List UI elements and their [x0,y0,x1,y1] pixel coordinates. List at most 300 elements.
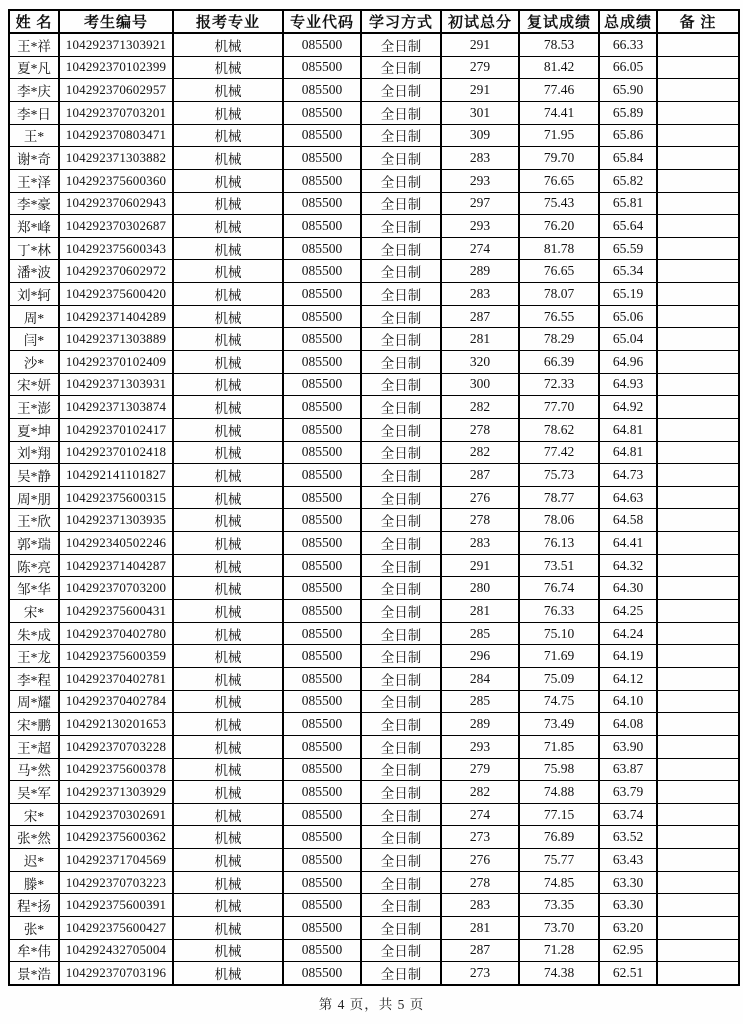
cell-name: 张*然 [9,826,59,849]
cell-id: 104292375600359 [59,645,173,668]
cell-mode: 全日制 [361,79,441,102]
cell-mode: 全日制 [361,758,441,781]
cell-name: 邹*华 [9,577,59,600]
cell-note [657,305,739,328]
cell-major: 机械 [173,803,283,826]
cell-initial: 289 [441,260,519,283]
cell-code: 085500 [283,396,361,419]
cell-id: 104292340502246 [59,532,173,555]
cell-code: 085500 [283,124,361,147]
cell-retest: 75.10 [519,622,599,645]
cell-initial: 291 [441,554,519,577]
cell-code: 085500 [283,871,361,894]
col-header-initial-score: 初试总分 [441,10,519,33]
cell-mode: 全日制 [361,486,441,509]
table-row [9,735,739,758]
cell-mode: 全日制 [361,396,441,419]
cell-code: 085500 [283,917,361,940]
cell-name: 牟*伟 [9,939,59,962]
cell-code: 085500 [283,283,361,306]
cell-initial: 283 [441,894,519,917]
cell-total: 64.08 [599,713,657,736]
cell-id: 104292141101827 [59,464,173,487]
table-row [9,849,739,872]
cell-initial: 282 [441,781,519,804]
cell-major: 机械 [173,758,283,781]
cell-initial: 278 [441,871,519,894]
cell-note [657,735,739,758]
table-row [9,124,739,147]
cell-name: 丁*林 [9,237,59,260]
cell-name: 郭*瑞 [9,532,59,555]
table-row [9,781,739,804]
cell-code: 085500 [283,56,361,79]
cell-note [657,101,739,124]
cell-retest: 76.89 [519,826,599,849]
table-row [9,305,739,328]
cell-retest: 73.70 [519,917,599,940]
cell-initial: 283 [441,532,519,555]
cell-total: 65.34 [599,260,657,283]
table-row [9,192,739,215]
cell-mode: 全日制 [361,418,441,441]
col-header-major-code: 专业代码 [283,10,361,33]
cell-mode: 全日制 [361,192,441,215]
cell-note [657,237,739,260]
cell-note [657,33,739,56]
cell-id: 104292370102417 [59,418,173,441]
cell-total: 64.63 [599,486,657,509]
cell-mode: 全日制 [361,735,441,758]
cell-major: 机械 [173,871,283,894]
cell-note [657,328,739,351]
cell-mode: 全日制 [361,917,441,940]
cell-major: 机械 [173,849,283,872]
cell-major: 机械 [173,735,283,758]
cell-mode: 全日制 [361,169,441,192]
cell-code: 085500 [283,79,361,102]
cell-retest: 66.39 [519,351,599,374]
cell-total: 65.19 [599,283,657,306]
cell-name: 张* [9,917,59,940]
cell-code: 085500 [283,667,361,690]
cell-retest: 78.07 [519,283,599,306]
cell-id: 104292371303931 [59,373,173,396]
cell-name: 宋*妍 [9,373,59,396]
cell-initial: 293 [441,215,519,238]
cell-total: 64.41 [599,532,657,555]
table-row [9,894,739,917]
cell-code: 085500 [283,713,361,736]
cell-retest: 75.77 [519,849,599,872]
cell-retest: 71.69 [519,645,599,668]
cell-retest: 81.78 [519,237,599,260]
cell-retest: 75.09 [519,667,599,690]
cell-retest: 77.15 [519,803,599,826]
cell-initial: 276 [441,849,519,872]
cell-note [657,962,739,985]
table-row [9,577,739,600]
cell-major: 机械 [173,124,283,147]
cell-mode: 全日制 [361,577,441,600]
cell-initial: 274 [441,803,519,826]
cell-code: 085500 [283,509,361,532]
col-header-study-mode: 学习方式 [361,10,441,33]
table-row [9,79,739,102]
cell-retest: 76.65 [519,260,599,283]
cell-major: 机械 [173,486,283,509]
cell-note [657,396,739,419]
cell-mode: 全日制 [361,147,441,170]
cell-note [657,577,739,600]
cell-total: 66.05 [599,56,657,79]
page-number-footer: 第 4 页，共 5 页 [318,997,425,1012]
cell-major: 机械 [173,962,283,985]
cell-name: 谢*奇 [9,147,59,170]
table-row [9,826,739,849]
table-row [9,690,739,713]
table-row [9,962,739,985]
cell-code: 085500 [283,33,361,56]
cell-note [657,351,739,374]
cell-retest: 78.29 [519,328,599,351]
cell-name: 吴*静 [9,464,59,487]
cell-retest: 78.06 [519,509,599,532]
cell-mode: 全日制 [361,803,441,826]
cell-name: 景*浩 [9,962,59,985]
cell-initial: 282 [441,441,519,464]
cell-major: 机械 [173,600,283,623]
cell-retest: 77.46 [519,79,599,102]
results-table-body [9,33,739,985]
cell-id: 104292371303929 [59,781,173,804]
cell-total: 65.90 [599,79,657,102]
table-row [9,147,739,170]
cell-code: 085500 [283,577,361,600]
cell-retest: 78.62 [519,418,599,441]
cell-note [657,645,739,668]
cell-name: 宋*鹏 [9,713,59,736]
cell-initial: 300 [441,373,519,396]
cell-initial: 291 [441,79,519,102]
cell-id: 104292371303921 [59,33,173,56]
cell-total: 63.79 [599,781,657,804]
cell-mode: 全日制 [361,56,441,79]
cell-initial: 273 [441,826,519,849]
cell-retest: 71.28 [519,939,599,962]
cell-note [657,56,739,79]
cell-name: 周*朋 [9,486,59,509]
cell-total: 64.58 [599,509,657,532]
col-header-applied-major: 报考专业 [173,10,283,33]
table-row [9,554,739,577]
cell-initial: 309 [441,124,519,147]
cell-initial: 273 [441,962,519,985]
cell-retest: 78.53 [519,33,599,56]
cell-mode: 全日制 [361,373,441,396]
cell-mode: 全日制 [361,351,441,374]
cell-code: 085500 [283,305,361,328]
cell-retest: 75.98 [519,758,599,781]
cell-note [657,215,739,238]
cell-note [657,532,739,555]
cell-name: 夏*凡 [9,56,59,79]
cell-name: 滕* [9,871,59,894]
cell-total: 64.92 [599,396,657,419]
cell-code: 085500 [283,735,361,758]
cell-total: 63.87 [599,758,657,781]
cell-major: 机械 [173,622,283,645]
cell-id: 104292130201653 [59,713,173,736]
cell-id: 104292370402781 [59,667,173,690]
cell-name: 朱*成 [9,622,59,645]
cell-id: 104292370402780 [59,622,173,645]
cell-initial: 281 [441,328,519,351]
cell-note [657,79,739,102]
cell-total: 64.81 [599,418,657,441]
cell-name: 王*澎 [9,396,59,419]
table-row [9,622,739,645]
cell-initial: 278 [441,509,519,532]
cell-retest: 77.70 [519,396,599,419]
cell-mode: 全日制 [361,781,441,804]
cell-note [657,622,739,645]
cell-mode: 全日制 [361,600,441,623]
table-row [9,803,739,826]
cell-note [657,192,739,215]
cell-retest: 72.33 [519,373,599,396]
cell-name: 李*日 [9,101,59,124]
cell-major: 机械 [173,894,283,917]
cell-total: 63.74 [599,803,657,826]
cell-name: 郑*峰 [9,215,59,238]
cell-note [657,418,739,441]
cell-major: 机械 [173,169,283,192]
cell-code: 085500 [283,441,361,464]
table-row [9,260,739,283]
cell-initial: 297 [441,192,519,215]
cell-mode: 全日制 [361,124,441,147]
cell-id: 104292371303935 [59,509,173,532]
cell-initial: 281 [441,600,519,623]
cell-name: 迟* [9,849,59,872]
cell-id: 104292371404287 [59,554,173,577]
cell-major: 机械 [173,147,283,170]
cell-code: 085500 [283,101,361,124]
cell-total: 64.73 [599,464,657,487]
cell-name: 宋* [9,803,59,826]
cell-mode: 全日制 [361,871,441,894]
cell-initial: 284 [441,667,519,690]
cell-total: 65.81 [599,192,657,215]
table-row [9,758,739,781]
cell-retest: 76.13 [519,532,599,555]
cell-code: 085500 [283,373,361,396]
cell-id: 104292375600427 [59,917,173,940]
cell-total: 64.19 [599,645,657,668]
cell-major: 机械 [173,690,283,713]
col-header-retest-score: 复试成绩 [519,10,599,33]
cell-initial: 287 [441,464,519,487]
cell-total: 64.10 [599,690,657,713]
cell-code: 085500 [283,260,361,283]
cell-code: 085500 [283,486,361,509]
col-header-candidate-id: 考生编号 [59,10,173,33]
cell-mode: 全日制 [361,690,441,713]
cell-major: 机械 [173,645,283,668]
cell-retest: 73.49 [519,713,599,736]
table-row [9,441,739,464]
col-header-total-score: 总成绩 [599,10,657,33]
cell-major: 机械 [173,192,283,215]
cell-total: 64.12 [599,667,657,690]
cell-total: 65.04 [599,328,657,351]
table-row [9,509,739,532]
cell-note [657,713,739,736]
table-row [9,667,739,690]
cell-mode: 全日制 [361,554,441,577]
cell-name: 王*泽 [9,169,59,192]
table-row [9,917,739,940]
cell-code: 085500 [283,237,361,260]
cell-id: 104292370302687 [59,215,173,238]
cell-note [657,441,739,464]
cell-code: 085500 [283,758,361,781]
cell-initial: 287 [441,939,519,962]
cell-mode: 全日制 [361,328,441,351]
cell-code: 085500 [283,169,361,192]
cell-id: 104292375600343 [59,237,173,260]
cell-major: 机械 [173,396,283,419]
cell-name: 王* [9,124,59,147]
cell-mode: 全日制 [361,532,441,555]
cell-retest: 73.35 [519,894,599,917]
cell-id: 104292370602957 [59,79,173,102]
cell-id: 104292371303882 [59,147,173,170]
cell-note [657,260,739,283]
cell-id: 104292370703196 [59,962,173,985]
table-row [9,396,739,419]
cell-major: 机械 [173,441,283,464]
cell-retest: 74.75 [519,690,599,713]
cell-id: 104292375600362 [59,826,173,849]
table-row [9,373,739,396]
cell-code: 085500 [283,826,361,849]
cell-retest: 71.85 [519,735,599,758]
cell-total: 63.30 [599,894,657,917]
cell-major: 机械 [173,917,283,940]
cell-total: 65.86 [599,124,657,147]
cell-initial: 274 [441,237,519,260]
cell-total: 64.24 [599,622,657,645]
cell-name: 王*祥 [9,33,59,56]
cell-note [657,826,739,849]
table-row [9,101,739,124]
cell-note [657,464,739,487]
cell-mode: 全日制 [361,441,441,464]
table-row [9,169,739,192]
cell-retest: 73.51 [519,554,599,577]
cell-total: 64.32 [599,554,657,577]
cell-initial: 293 [441,169,519,192]
cell-id: 104292371704569 [59,849,173,872]
table-header [9,10,739,33]
cell-id: 104292375600420 [59,283,173,306]
cell-code: 085500 [283,781,361,804]
cell-id: 104292432705004 [59,939,173,962]
cell-major: 机械 [173,554,283,577]
cell-mode: 全日制 [361,849,441,872]
cell-total: 64.25 [599,600,657,623]
cell-major: 机械 [173,101,283,124]
cell-major: 机械 [173,283,283,306]
cell-name: 李*程 [9,667,59,690]
cell-mode: 全日制 [361,713,441,736]
cell-id: 104292371303889 [59,328,173,351]
cell-mode: 全日制 [361,101,441,124]
table-row [9,237,739,260]
cell-name: 宋* [9,600,59,623]
cell-note [657,486,739,509]
cell-initial: 279 [441,758,519,781]
cell-note [657,894,739,917]
cell-initial: 291 [441,33,519,56]
cell-retest: 74.38 [519,962,599,985]
cell-mode: 全日制 [361,215,441,238]
col-header-note: 备 注 [657,10,739,33]
cell-initial: 289 [441,713,519,736]
cell-mode: 全日制 [361,645,441,668]
col-header-name: 姓 名 [9,10,59,33]
table-row [9,464,739,487]
cell-major: 机械 [173,215,283,238]
cell-total: 66.33 [599,33,657,56]
cell-mode: 全日制 [361,894,441,917]
cell-retest: 76.33 [519,600,599,623]
cell-initial: 280 [441,577,519,600]
cell-code: 085500 [283,464,361,487]
cell-total: 65.64 [599,215,657,238]
cell-initial: 283 [441,147,519,170]
cell-retest: 75.73 [519,464,599,487]
cell-mode: 全日制 [361,305,441,328]
cell-major: 机械 [173,713,283,736]
admission-results-table [8,9,740,986]
cell-id: 104292370102409 [59,351,173,374]
cell-note [657,283,739,306]
cell-code: 085500 [283,328,361,351]
header-row [9,10,739,33]
cell-major: 机械 [173,464,283,487]
cell-retest: 77.42 [519,441,599,464]
table-row [9,532,739,555]
cell-mode: 全日制 [361,260,441,283]
cell-code: 085500 [283,351,361,374]
cell-retest: 75.43 [519,192,599,215]
cell-retest: 76.65 [519,169,599,192]
cell-mode: 全日制 [361,667,441,690]
cell-total: 65.84 [599,147,657,170]
cell-code: 085500 [283,418,361,441]
cell-code: 085500 [283,962,361,985]
cell-total: 62.95 [599,939,657,962]
cell-initial: 293 [441,735,519,758]
cell-name: 沙* [9,351,59,374]
table-row [9,351,739,374]
cell-note [657,781,739,804]
cell-code: 085500 [283,147,361,170]
cell-name: 潘*波 [9,260,59,283]
